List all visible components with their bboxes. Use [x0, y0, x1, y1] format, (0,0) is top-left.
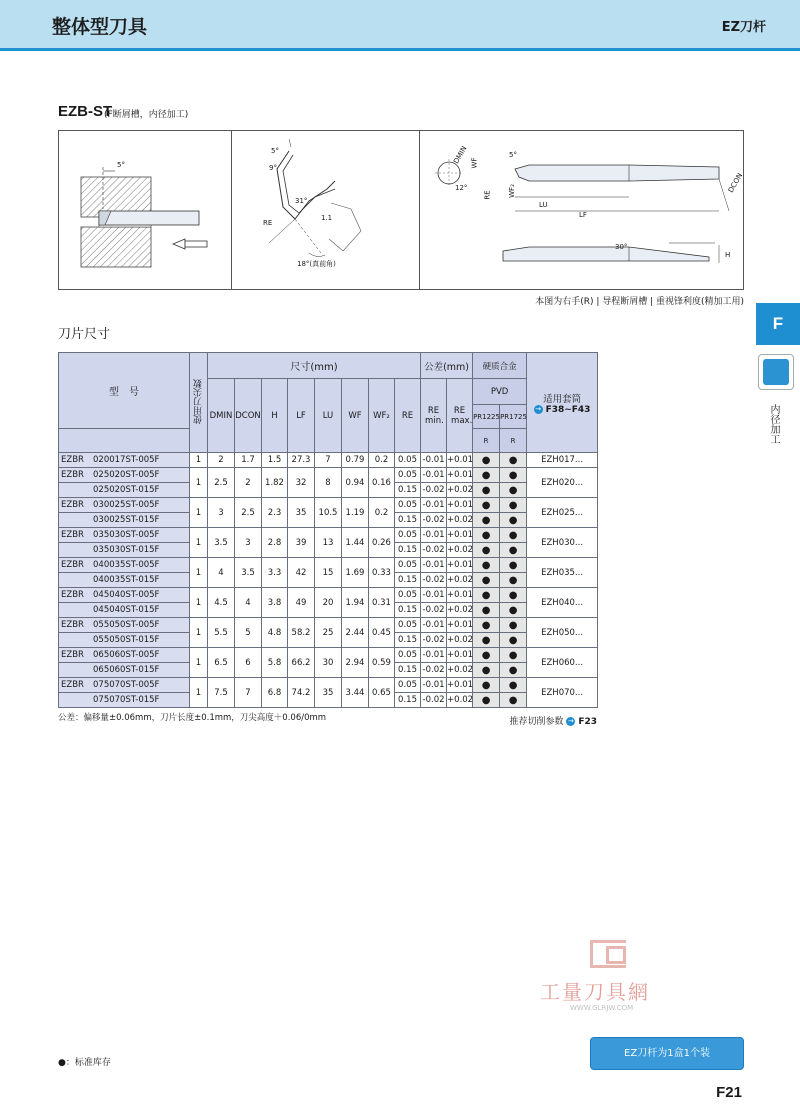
- model-code: 055050ST-005F: [93, 620, 160, 630]
- cell-re: 0.15: [395, 483, 421, 498]
- cell-lf: 66.2: [288, 648, 315, 678]
- label-h: H: [725, 251, 731, 259]
- cell-wf: 0.94: [342, 468, 369, 498]
- cell-re: 0.05: [395, 618, 421, 633]
- watermark-url: WWW.GLRJW.COM: [570, 1004, 634, 1012]
- cell-re-max: +0.01: [447, 558, 473, 573]
- table-row: [59, 678, 598, 693]
- stock-dot-pr1225: ●: [473, 498, 500, 513]
- model-code: 045040ST-005F: [93, 590, 160, 600]
- label-angle-5b: 5°: [271, 147, 279, 155]
- cell-re-min: -0.02: [421, 603, 447, 618]
- label-angle-5a: 5°: [117, 161, 125, 169]
- model-code: 040035ST-015F: [93, 575, 160, 585]
- header-title: 整体型刀具: [52, 16, 148, 38]
- insert-spec-table: [58, 352, 598, 708]
- cell-wf: 3.44: [342, 678, 369, 708]
- cell-re-max: +0.02: [447, 573, 473, 588]
- cell-lu: 25: [315, 618, 342, 648]
- col-wf2: WF₂: [369, 379, 395, 453]
- cell-dcon: 1.7: [235, 453, 262, 468]
- model-cell: [59, 693, 190, 708]
- model-prefix: EZBR: [61, 470, 84, 480]
- cell-edges: 1: [190, 453, 208, 468]
- model-code: 055050ST-015F: [93, 635, 160, 645]
- cell-wf: 2.44: [342, 618, 369, 648]
- cell-re-max: +0.02: [447, 693, 473, 708]
- cell-re-min: -0.02: [421, 633, 447, 648]
- cell-re: 0.15: [395, 543, 421, 558]
- stock-dot-pr1725: ●: [500, 513, 527, 528]
- model-prefix: EZBR: [61, 560, 84, 570]
- cell-h: 1.5: [262, 453, 288, 468]
- cell-re-max: +0.01: [447, 618, 473, 633]
- col-grade-pr1225: PR1225: [473, 405, 500, 429]
- cell-re-min: -0.01: [421, 468, 447, 483]
- cell-wf: 1.94: [342, 588, 369, 618]
- stock-dot-pr1225: ●: [473, 453, 500, 468]
- cell-re: 0.15: [395, 693, 421, 708]
- cell-re-min: -0.01: [421, 588, 447, 603]
- stock-dot-pr1225: ●: [473, 573, 500, 588]
- cell-lf: 39: [288, 528, 315, 558]
- section-title: 刀片尺寸: [58, 327, 111, 342]
- stock-dot-pr1225: ●: [473, 528, 500, 543]
- cell-lf: 49: [288, 588, 315, 618]
- header-divider: [0, 48, 800, 51]
- col-re-min: RE min.: [421, 379, 447, 453]
- cell-dmin: 5.5: [208, 618, 235, 648]
- stock-dot-pr1725: ●: [500, 468, 527, 483]
- cell-lu: 15: [315, 558, 342, 588]
- cell-edges: 1: [190, 498, 208, 528]
- col-pvd: PVD: [473, 379, 527, 405]
- cell-h: 3.3: [262, 558, 288, 588]
- cell-re-min: -0.02: [421, 543, 447, 558]
- cell-dmin: 2.5: [208, 468, 235, 498]
- cell-edges: 1: [190, 558, 208, 588]
- stock-dot-pr1225: ●: [473, 633, 500, 648]
- model-code: 020017ST-005F: [93, 455, 160, 465]
- boring-section-drawing: [59, 131, 231, 289]
- cell-sleeve: EZH040...: [527, 588, 598, 618]
- cell-re-min: -0.02: [421, 663, 447, 678]
- cell-re: 0.15: [395, 603, 421, 618]
- stock-dot-pr1225: ●: [473, 588, 500, 603]
- header-category: EZ刀杆: [721, 20, 766, 35]
- stock-dot-pr1225: ●: [473, 603, 500, 618]
- label-angle-5c: 5°: [509, 151, 517, 159]
- watermark-text: 工量刀具網: [540, 980, 650, 1004]
- cell-re-max: +0.02: [447, 543, 473, 558]
- stock-dot-pr1725: ●: [500, 453, 527, 468]
- model-code: 030025ST-005F: [93, 500, 160, 510]
- cell-re-max: +0.01: [447, 468, 473, 483]
- cell-lu: 10.5: [315, 498, 342, 528]
- model-prefix: EZBR: [61, 590, 84, 600]
- cell-dcon: 2: [235, 468, 262, 498]
- model-code: 035030ST-015F: [93, 545, 160, 555]
- cell-dcon: 5: [235, 618, 262, 648]
- col-model-spacer: [59, 429, 190, 453]
- stock-dot-pr1725: ●: [500, 543, 527, 558]
- model-code: 065060ST-005F: [93, 650, 160, 660]
- label-re-detail: RE: [263, 219, 273, 227]
- cell-sleeve: EZH060...: [527, 648, 598, 678]
- product-subtitle: (F断屑槽，内径加工): [104, 110, 189, 120]
- cell-h: 1.82: [262, 468, 288, 498]
- model-cell: [59, 633, 190, 648]
- label-dcon: DCON: [726, 171, 745, 195]
- col-wf: WF: [342, 379, 369, 453]
- col-re: RE: [395, 379, 421, 453]
- stock-dot-pr1225: ●: [473, 513, 500, 528]
- model-cell: [59, 543, 190, 558]
- stock-dot-pr1725: ●: [500, 498, 527, 513]
- model-code: 075070ST-015F: [93, 695, 160, 705]
- stock-dot-pr1225: ●: [473, 558, 500, 573]
- cell-h: 5.8: [262, 648, 288, 678]
- cell-re: 0.15: [395, 513, 421, 528]
- cell-dmin: 7.5: [208, 678, 235, 708]
- label-wf2: WF₂: [507, 184, 516, 198]
- stock-dot-pr1225: ●: [473, 543, 500, 558]
- model-cell: [59, 648, 190, 663]
- stock-dot-pr1225: ●: [473, 468, 500, 483]
- model-cell: [59, 573, 190, 588]
- model-code: 025020ST-015F: [93, 485, 160, 495]
- cell-lf: 58.2: [288, 618, 315, 648]
- model-code: 025020ST-005F: [93, 470, 160, 480]
- watermark-logo: [540, 940, 700, 1020]
- cell-dcon: 6: [235, 648, 262, 678]
- table-row: [59, 648, 598, 663]
- label-re-side: RE: [483, 190, 492, 200]
- cell-re-min: -0.02: [421, 513, 447, 528]
- model-code: 030025ST-015F: [93, 515, 160, 525]
- cell-wf: 1.44: [342, 528, 369, 558]
- col-hand-2: R: [500, 429, 527, 453]
- tool-diagram: [58, 130, 744, 290]
- cell-re-max: +0.01: [447, 453, 473, 468]
- cell-edges: 1: [190, 588, 208, 618]
- col-lf: LF: [288, 379, 315, 453]
- cell-re-min: -0.02: [421, 483, 447, 498]
- model-prefix: EZBR: [61, 620, 84, 630]
- stock-dot-pr1725: ●: [500, 528, 527, 543]
- arrow-right-icon: →: [535, 404, 542, 413]
- col-hand-1: R: [473, 429, 500, 453]
- cell-h: 6.8: [262, 678, 288, 708]
- cell-re-min: -0.01: [421, 648, 447, 663]
- stock-dot-pr1725: ●: [500, 483, 527, 498]
- section-tab-f[interactable]: F: [756, 303, 800, 345]
- col-edges: 使用刀尖数: [190, 353, 208, 453]
- model-cell: [59, 663, 190, 678]
- model-prefix: EZBR: [61, 455, 84, 465]
- cell-edges: 1: [190, 678, 208, 708]
- cell-wf2: 0.2: [369, 498, 395, 528]
- model-cell: [59, 483, 190, 498]
- cell-edges: 1: [190, 618, 208, 648]
- cell-re: 0.05: [395, 528, 421, 543]
- cell-re-max: +0.02: [447, 603, 473, 618]
- cell-sleeve: EZH050...: [527, 618, 598, 648]
- cell-lf: 27.3: [288, 453, 315, 468]
- table-row: [59, 468, 598, 483]
- col-tolerance: 公差(mm): [421, 353, 473, 379]
- cell-re-max: +0.01: [447, 588, 473, 603]
- col-h: H: [262, 379, 288, 453]
- cell-wf2: 0.59: [369, 648, 395, 678]
- cell-sleeve: EZH017...: [527, 453, 598, 468]
- page-number: F21: [716, 1084, 742, 1101]
- stock-dot-pr1225: ●: [473, 618, 500, 633]
- stock-dot-pr1225: ●: [473, 693, 500, 708]
- cell-re-min: -0.01: [421, 558, 447, 573]
- cell-re-min: -0.01: [421, 678, 447, 693]
- model-code: 040035ST-005F: [93, 560, 160, 570]
- cell-sleeve: EZH025...: [527, 498, 598, 528]
- cell-re: 0.15: [395, 573, 421, 588]
- stock-dot-pr1725: ●: [500, 663, 527, 678]
- table-row: [59, 453, 598, 468]
- cell-re: 0.05: [395, 468, 421, 483]
- cell-dcon: 3.5: [235, 558, 262, 588]
- cell-re-max: +0.02: [447, 663, 473, 678]
- col-model: 型 号: [59, 353, 190, 429]
- cell-re-max: +0.02: [447, 513, 473, 528]
- label-angle-31: 31°: [295, 197, 308, 205]
- model-code: 045040ST-015F: [93, 605, 160, 615]
- stock-legend: ●：标准库存: [58, 1058, 111, 1068]
- cell-sleeve: EZH030...: [527, 528, 598, 558]
- stock-dot-pr1225: ●: [473, 648, 500, 663]
- stock-dot-pr1725: ●: [500, 678, 527, 693]
- label-angle-9: 9°: [269, 164, 277, 172]
- cell-lu: 7: [315, 453, 342, 468]
- cell-re: 0.05: [395, 678, 421, 693]
- cell-h: 4.8: [262, 618, 288, 648]
- side-tab-label: 内径加工: [768, 404, 779, 444]
- label-angle-12: 12°: [455, 184, 468, 192]
- cell-re-max: +0.01: [447, 678, 473, 693]
- cell-re-max: +0.01: [447, 528, 473, 543]
- cell-wf2: 0.2: [369, 453, 395, 468]
- stock-dot-pr1225: ●: [473, 663, 500, 678]
- cell-dmin: 6.5: [208, 648, 235, 678]
- cell-re-max: +0.01: [447, 498, 473, 513]
- table-row: [59, 618, 598, 633]
- col-lu: LU: [315, 379, 342, 453]
- col-re-max: RE max.: [447, 379, 473, 453]
- model-cell: [59, 468, 190, 483]
- stock-dot-pr1725: ●: [500, 633, 527, 648]
- product-name: EZB-ST: [58, 103, 113, 120]
- model-prefix: EZBR: [61, 530, 84, 540]
- cell-dmin: 4.5: [208, 588, 235, 618]
- cell-lf: 32: [288, 468, 315, 498]
- tolerance-footnote: 公差：偏移量±0.06mm，刀片长度±0.1mm，刀尖高度＋0.06/0mm: [58, 713, 327, 723]
- cell-wf2: 0.33: [369, 558, 395, 588]
- model-cell: [59, 513, 190, 528]
- cell-dcon: 2.5: [235, 498, 262, 528]
- model-cell: [59, 588, 190, 603]
- label-wf: WF: [470, 157, 479, 169]
- col-carbide: 硬质合金: [473, 353, 527, 379]
- cell-re-max: +0.01: [447, 648, 473, 663]
- cell-dmin: 4: [208, 558, 235, 588]
- cell-dcon: 7: [235, 678, 262, 708]
- cell-lu: 30: [315, 648, 342, 678]
- cell-wf2: 0.16: [369, 468, 395, 498]
- cell-edges: 1: [190, 648, 208, 678]
- boring-category-icon: [758, 354, 794, 390]
- table-row: [59, 558, 598, 573]
- stock-dot-pr1725: ●: [500, 648, 527, 663]
- col-grade-pr1725: PR1725: [500, 405, 527, 429]
- cell-re: 0.05: [395, 498, 421, 513]
- model-code: 065060ST-015F: [93, 665, 160, 675]
- model-code: 075070ST-005F: [93, 680, 160, 690]
- cell-edges: 1: [190, 528, 208, 558]
- col-dcon: DCON: [235, 379, 262, 453]
- cell-sleeve: EZH020...: [527, 468, 598, 498]
- cell-dmin: 3.5: [208, 528, 235, 558]
- label-lu: LU: [539, 201, 548, 209]
- label-dmin: DMIN: [452, 144, 469, 166]
- cell-dcon: 3: [235, 528, 262, 558]
- cell-dcon: 4: [235, 588, 262, 618]
- model-prefix: EZBR: [61, 650, 84, 660]
- page-header: [0, 0, 800, 48]
- cell-lu: 13: [315, 528, 342, 558]
- arrow-right-icon: →: [568, 717, 574, 725]
- model-cell: [59, 498, 190, 513]
- cell-edges: 1: [190, 468, 208, 498]
- stock-dot-pr1725: ●: [500, 618, 527, 633]
- cell-lf: 42: [288, 558, 315, 588]
- label-dim-1-1: 1.1: [321, 214, 333, 222]
- cell-wf2: 0.65: [369, 678, 395, 708]
- table-row: [59, 528, 598, 543]
- cell-lu: 35: [315, 678, 342, 708]
- cell-re-min: -0.01: [421, 453, 447, 468]
- cutting-params-link[interactable]: 推荐切削参数 → F23: [509, 717, 597, 727]
- cell-h: 2.3: [262, 498, 288, 528]
- stock-dot-pr1725: ●: [500, 603, 527, 618]
- stock-dot-pr1225: ●: [473, 483, 500, 498]
- cell-wf2: 0.31: [369, 588, 395, 618]
- cell-re-min: -0.01: [421, 528, 447, 543]
- cell-sleeve: EZH035...: [527, 558, 598, 588]
- cell-wf: 0.79: [342, 453, 369, 468]
- cell-re: 0.05: [395, 453, 421, 468]
- cell-wf2: 0.45: [369, 618, 395, 648]
- col-dimensions: 尺寸(mm): [208, 353, 421, 379]
- box-note-button[interactable]: EZ刀杆为1盒1个装: [590, 1037, 744, 1070]
- model-cell: [59, 678, 190, 693]
- stock-dot-pr1725: ●: [500, 588, 527, 603]
- model-cell: [59, 528, 190, 543]
- label-lf: LF: [579, 211, 587, 219]
- cell-re-min: -0.01: [421, 618, 447, 633]
- cell-re: 0.05: [395, 648, 421, 663]
- cell-re: 0.15: [395, 633, 421, 648]
- model-cell: [59, 453, 190, 468]
- cell-re: 0.05: [395, 588, 421, 603]
- cell-dmin: 2: [208, 453, 235, 468]
- model-cell: [59, 618, 190, 633]
- cell-wf2: 0.26: [369, 528, 395, 558]
- stock-dot-pr1725: ●: [500, 558, 527, 573]
- cell-wf: 2.94: [342, 648, 369, 678]
- cell-wf: 1.19: [342, 498, 369, 528]
- cell-lf: 74.2: [288, 678, 315, 708]
- label-angle-30: 30°: [615, 243, 628, 251]
- cell-re-min: -0.02: [421, 573, 447, 588]
- cell-sleeve: EZH070...: [527, 678, 598, 708]
- cell-lu: 20: [315, 588, 342, 618]
- label-angle-18: 18°(真前角): [297, 260, 336, 268]
- model-prefix: EZBR: [61, 500, 84, 510]
- col-sleeve: 适用套筒 → F38~F43: [527, 353, 598, 453]
- model-cell: [59, 558, 190, 573]
- table-row: [59, 588, 598, 603]
- cell-re-min: -0.01: [421, 498, 447, 513]
- cell-lf: 35: [288, 498, 315, 528]
- cell-re-max: +0.02: [447, 483, 473, 498]
- model-cell: [59, 603, 190, 618]
- model-code: 035030ST-005F: [93, 530, 160, 540]
- cell-re-min: -0.02: [421, 693, 447, 708]
- cell-re: 0.15: [395, 663, 421, 678]
- cell-lu: 8: [315, 468, 342, 498]
- col-dmin: DMIN: [208, 379, 235, 453]
- model-prefix: EZBR: [61, 680, 84, 690]
- cell-h: 2.8: [262, 528, 288, 558]
- cell-wf: 1.69: [342, 558, 369, 588]
- cell-h: 3.8: [262, 588, 288, 618]
- table-row: [59, 498, 598, 513]
- stock-dot-pr1725: ●: [500, 573, 527, 588]
- cell-re-max: +0.02: [447, 633, 473, 648]
- cell-dmin: 3: [208, 498, 235, 528]
- cell-re: 0.05: [395, 558, 421, 573]
- diagram-note: 本图为右手(R) | 导程断屑槽 | 重视锋利度(精加工用): [535, 297, 744, 307]
- insert-views-drawing: [419, 131, 745, 289]
- stock-dot-pr1225: ●: [473, 678, 500, 693]
- stock-dot-pr1725: ●: [500, 693, 527, 708]
